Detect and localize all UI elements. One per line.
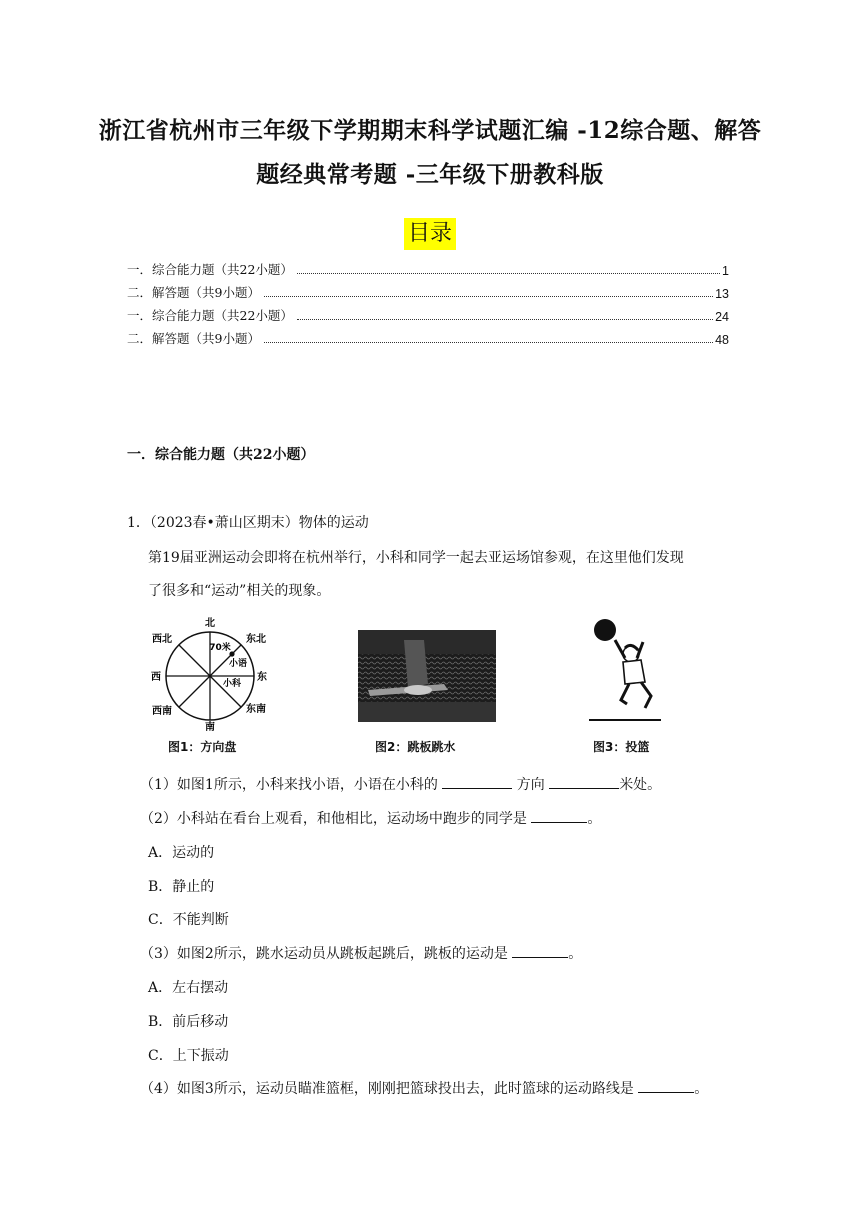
basketball-player-figure [585, 614, 665, 726]
compass-figure [140, 614, 270, 733]
toc-entry[interactable] [127, 281, 729, 301]
toc-entry[interactable] [127, 304, 729, 324]
compass-distance-label: 70米 [209, 643, 231, 653]
toc-entry-label: 二．解答题（共9小题） [127, 331, 260, 346]
figure2-caption: 图2：跳板跳水 [375, 740, 456, 754]
toc-entry-label: 二．解答题（共9小题） [127, 285, 260, 300]
subquestion-4-text: （4）如图3所示，运动员瞄准篮框，刚刚把篮球投出去，此时篮球的运动路线是 [140, 1081, 634, 1097]
answer-blank-3[interactable] [512, 943, 568, 958]
compass-southwest-label: 西南 [152, 706, 172, 717]
figure-row [140, 614, 740, 764]
compass-xiaoyu-label: 小语 [228, 659, 248, 669]
compass-east-label: 东 [257, 672, 267, 683]
toc-leader-dots [297, 273, 720, 274]
subquestion-2-end: 。 [587, 811, 602, 827]
subquestion-4-end: 。 [694, 1081, 709, 1097]
compass-south-label: 南 [205, 722, 215, 733]
compass-north-label: 北 [205, 618, 215, 629]
document-title-line2: 题经典常考题 -三年级下册教科版 [256, 161, 604, 188]
toc-leader-dots [264, 296, 713, 297]
toc-entry[interactable] [127, 327, 729, 347]
compass-northwest-label: 西北 [152, 634, 172, 645]
toc-entry-label: 一．综合能力题（共22小题） [127, 262, 293, 277]
toc-entry-page: 1 [722, 264, 729, 278]
subquestion-1-text-c: 米处。 [619, 777, 662, 793]
subquestion-2 [140, 808, 601, 828]
subquestion-1-text-a: （1）如图1所示，小科来找小语，小语在小科的 [140, 777, 438, 793]
question-header: 1．（2023春•萧山区期末）物体的运动 [127, 515, 369, 531]
toc-leader-dots [297, 319, 713, 320]
subquestion-3 [140, 943, 582, 963]
subquestion-2-text: （2）小科站在看台上观看，和他相比，运动场中跑步的同学是 [140, 811, 527, 827]
option-2b[interactable]: B．静止的 [148, 879, 215, 895]
diving-board-photo [358, 630, 496, 722]
compass-northeast-label: 东北 [246, 634, 266, 645]
question-intro-line1: 第19届亚洲运动会即将在杭州举行，小科和同学一起去亚运场馆参观，在这里他们发现 [148, 550, 684, 566]
option-2a[interactable]: A．运动的 [148, 845, 215, 861]
toc-heading: 目录 [404, 218, 456, 250]
question-intro-line2: 了很多和“运动”相关的现象。 [148, 583, 331, 599]
toc-entry-page: 13 [715, 287, 729, 301]
option-2c[interactable]: C．不能判断 [148, 912, 229, 928]
toc-entry[interactable] [127, 258, 729, 278]
option-3c[interactable]: C．上下振动 [148, 1048, 229, 1064]
toc-heading-wrap [0, 218, 860, 250]
subquestion-3-end: 。 [568, 946, 583, 962]
compass-west-label: 西 [151, 672, 161, 683]
option-3a[interactable]: A．左右摆动 [148, 980, 229, 996]
section-heading: 一．综合能力题（共22小题） [127, 447, 315, 463]
toc-entry-page: 48 [715, 333, 729, 347]
subquestion-4 [140, 1078, 708, 1098]
option-3b[interactable]: B．前后移动 [148, 1014, 229, 1030]
answer-blank-distance[interactable] [549, 774, 619, 789]
toc-leader-dots [264, 342, 713, 343]
subquestion-3-text: （3）如图2所示，跳水运动员从跳板起跳后，跳板的运动是 [140, 946, 508, 962]
answer-blank-2[interactable] [531, 808, 587, 823]
toc-entry-page: 24 [715, 310, 729, 324]
figure3-caption: 图3：投篮 [593, 740, 650, 754]
answer-blank-direction[interactable] [442, 774, 512, 789]
document-title-line1: 浙江省杭州市三年级下学期期末科学试题汇编 -12综合题、解答 [98, 117, 762, 144]
figure1-caption: 图1：方向盘 [168, 740, 237, 754]
answer-blank-4[interactable] [638, 1078, 694, 1093]
subquestion-1-text-b: 方向 [516, 777, 545, 793]
subquestion-1 [140, 774, 661, 794]
compass-southeast-label: 东南 [246, 704, 266, 715]
compass-xiaoke-label: 小科 [222, 679, 242, 689]
toc-entry-label: 一．综合能力题（共22小题） [127, 308, 293, 323]
